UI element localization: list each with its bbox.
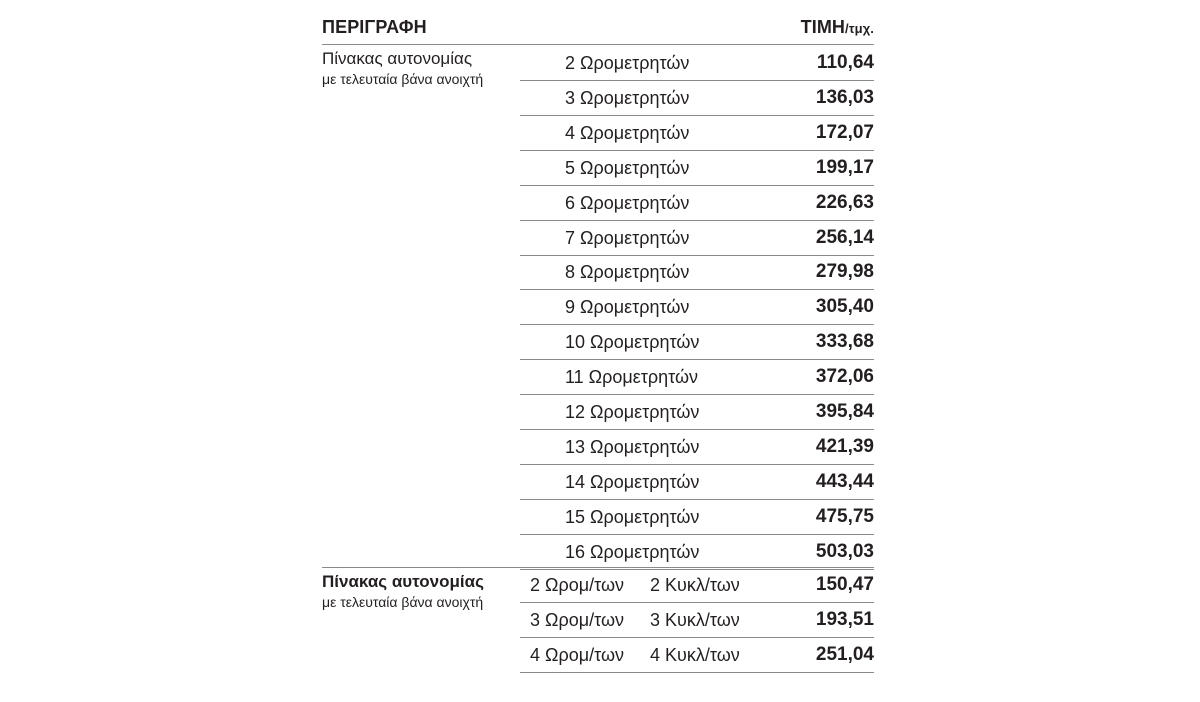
row-label: 12 Ωρομετρητών: [565, 402, 700, 422]
row-circuits: 2 Κυκλ/των: [650, 575, 740, 595]
price-header-label: ΤΙΜΗ: [800, 17, 846, 37]
table-row: [520, 254, 874, 290]
row-label: 6 Ωρομετρητών: [565, 192, 690, 213]
row-label: 7 Ωρομετρητών: [565, 227, 690, 248]
row-price: 372,06: [815, 366, 874, 388]
table-row: [520, 359, 874, 395]
table-row: [520, 45, 874, 81]
row-price: 251,04: [815, 644, 874, 665]
table-row: [520, 220, 874, 256]
table-row: [520, 324, 874, 360]
row-label: 15 Ωρομετρητών: [565, 506, 700, 527]
row-meters: 4 Ωρομ/των: [530, 645, 624, 665]
row-circuits: 4 Κυκλ/των: [650, 645, 740, 665]
table-row: [520, 150, 874, 186]
row-price: 279,98: [815, 261, 874, 283]
row-price: 199,17: [815, 156, 874, 178]
table-row: [520, 534, 874, 570]
row-label: 11 Ωρομετρητών: [565, 367, 699, 388]
row-label: 9 Ωρομετρητών: [565, 297, 690, 318]
table-row: [520, 602, 874, 638]
row-price: 150,47: [815, 574, 874, 595]
group2-subtitle: με τελευταία βάνα ανοιχτή: [322, 594, 484, 610]
row-meters: 3 Ωρομ/των: [530, 610, 624, 630]
row-label: 3 Ωρομετρητών: [565, 87, 690, 108]
row-label: 4 Ωρομετρητών: [565, 122, 690, 143]
column-header-description: ΠΕΡΙΓΡΑΦΗ: [322, 17, 427, 37]
table-row: [520, 394, 874, 430]
row-price: 503,03: [815, 540, 874, 562]
price-header-unit: /τμχ.: [845, 21, 874, 36]
table-row: [520, 464, 874, 500]
row-price: 136,03: [815, 86, 874, 108]
row-meters: 2 Ωρομ/των: [530, 575, 624, 595]
row-label: 13 Ωρομετρητών: [565, 436, 700, 457]
group1-subtitle: με τελευταία βάνα ανοιχτή: [322, 71, 484, 87]
table-row: [520, 499, 874, 535]
row-label: 14 Ωρομετρητών: [565, 471, 700, 492]
table-row: [520, 429, 874, 465]
group1-title: Πίνακας αυτονομίας: [322, 49, 473, 68]
row-price: 443,44: [815, 470, 874, 492]
row-price: 475,75: [815, 505, 874, 527]
row-label: 16 Ωρομετρητών: [565, 541, 700, 562]
table-row: [520, 185, 874, 221]
table-row: [520, 115, 874, 151]
group2-description: [322, 572, 484, 612]
row-price: 256,14: [815, 226, 874, 248]
row-price: 395,84: [815, 401, 874, 422]
row-price: 193,51: [815, 609, 874, 630]
group1-description: [322, 49, 483, 89]
row-price: 226,63: [815, 191, 874, 213]
column-header-price: [801, 17, 874, 38]
row-price: 110,64: [816, 52, 874, 73]
row-circuits: 3 Κυκλ/των: [650, 610, 740, 630]
table-row: [520, 289, 874, 325]
price-table: [322, 0, 874, 702]
row-label: 5 Ωρομετρητών: [565, 157, 690, 178]
row-label: 8 Ωρομετρητών: [565, 262, 690, 283]
table-row: [520, 637, 874, 673]
row-price: 172,07: [815, 121, 874, 143]
row-label: 2 Ωρομετρητών: [565, 53, 690, 73]
group2-title: Πίνακας αυτονομίας: [322, 572, 484, 591]
table-row: [520, 80, 874, 116]
row-price: 421,39: [815, 435, 874, 457]
table-row: [520, 567, 874, 603]
row-label: 10 Ωρομετρητών: [565, 332, 700, 353]
row-price: 305,40: [815, 296, 874, 318]
row-price: 333,68: [815, 331, 874, 353]
